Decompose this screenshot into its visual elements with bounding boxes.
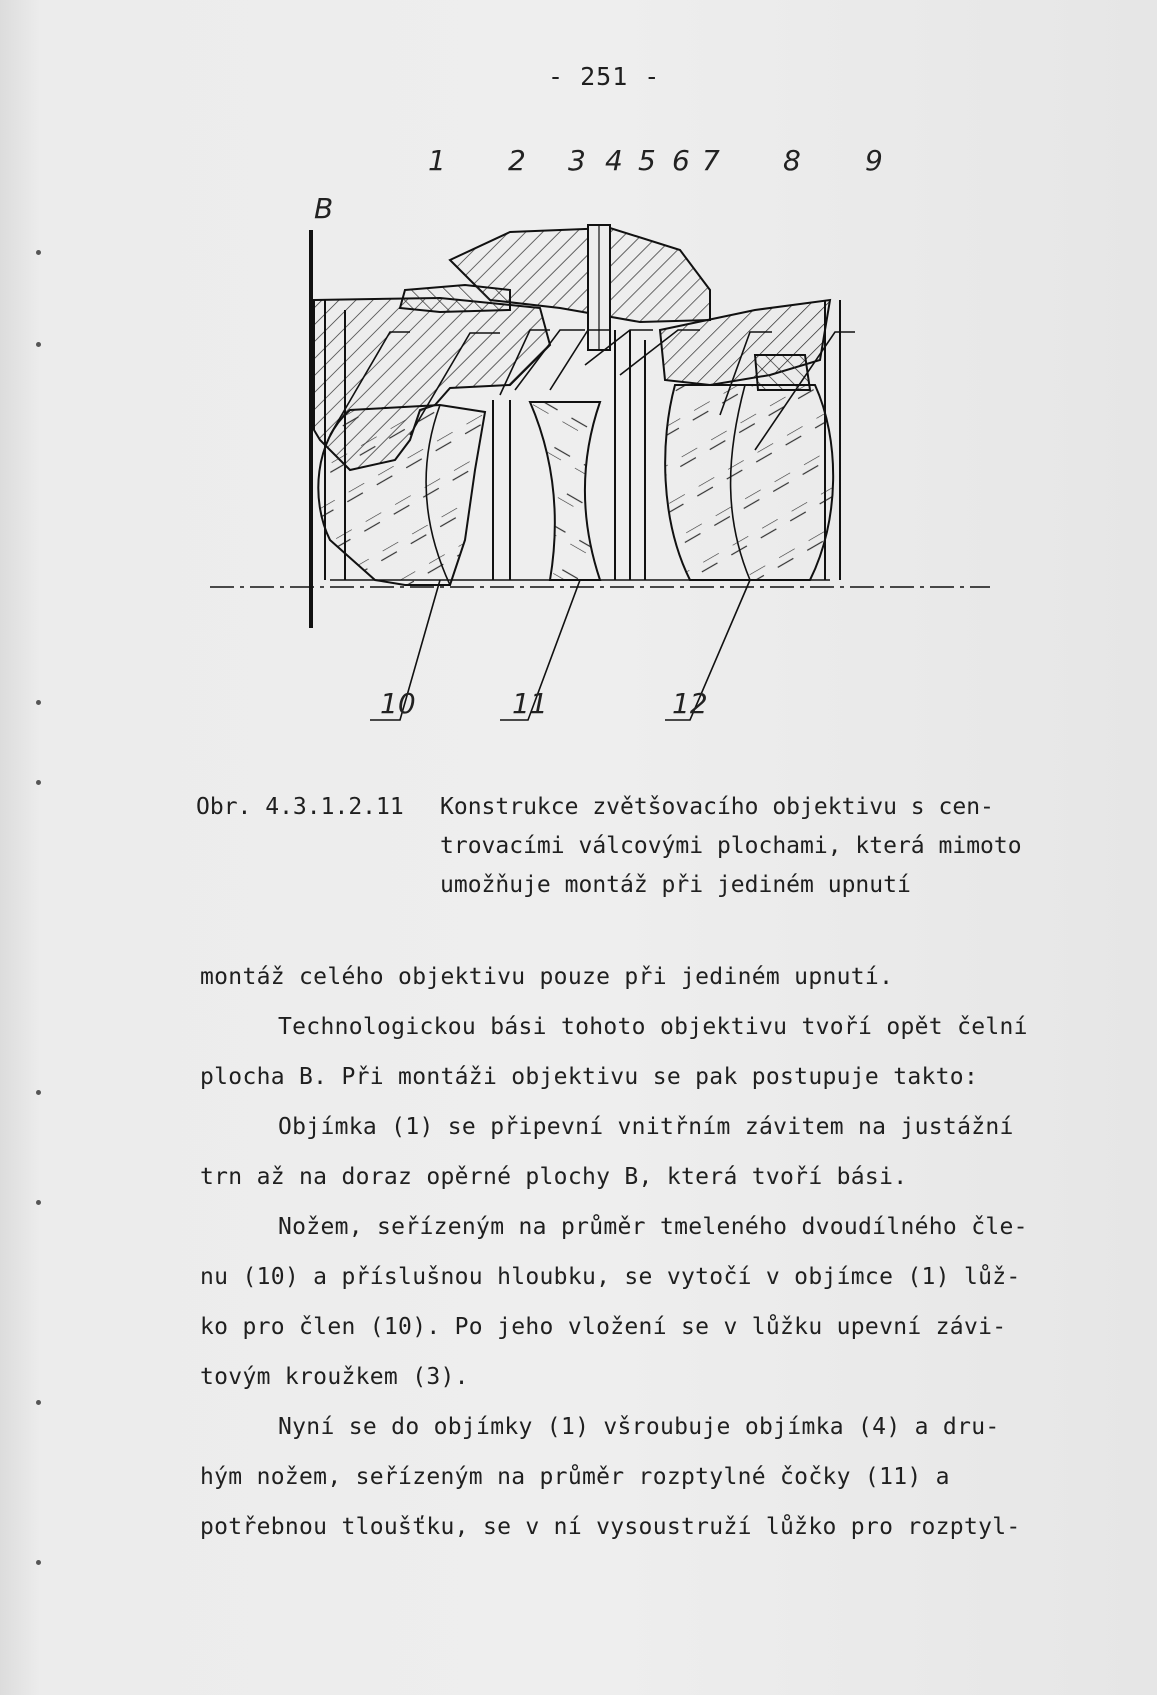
binding-hole bbox=[36, 1560, 41, 1565]
part-label-2: 2 bbox=[508, 144, 526, 177]
technical-drawing bbox=[210, 140, 1000, 740]
lens-element-11 bbox=[530, 402, 600, 580]
text-line: Nožem, seřízeným na průměr tmeleného dvoudílného čle- bbox=[278, 1214, 1028, 1240]
caption-text bbox=[440, 788, 1080, 905]
page-number: - 251 - bbox=[548, 62, 661, 91]
text-line: hým nožem, seřízeným na průměr rozptylné čočky (11) a bbox=[200, 1464, 950, 1490]
text-line: trn až na doraz opěrné plochy B, která tvoří bási. bbox=[200, 1164, 908, 1190]
text-line: tovým kroužkem (3). bbox=[200, 1364, 469, 1390]
body-text bbox=[200, 952, 1090, 1552]
text-line: Nyní se do objímky (1) všroubuje objímka (4) a dru- bbox=[278, 1414, 1000, 1440]
lens-element-10 bbox=[318, 405, 485, 585]
binding-hole bbox=[36, 1400, 41, 1405]
binding-hole bbox=[36, 1090, 41, 1095]
lens-element-12 bbox=[665, 385, 833, 580]
text-line: plocha B. Při montáži objektivu se pak postupuje takto: bbox=[200, 1064, 979, 1090]
text-line: Objímka (1) se připevní vnitřním závitem na justážní bbox=[278, 1114, 1014, 1140]
part-label-11: 11 bbox=[512, 687, 548, 720]
binding-hole bbox=[36, 780, 41, 785]
mount-part-2 bbox=[400, 285, 510, 312]
part-label-8: 8 bbox=[783, 144, 801, 177]
caption-label: Obr. 4.3.1.2.11 bbox=[196, 794, 404, 820]
text-line: nu (10) a příslušnou hloubku, se vytočí v objímce (1) lůž- bbox=[200, 1264, 1021, 1290]
binding-hole bbox=[36, 342, 41, 347]
text-line: Technologickou bási tohoto objektivu tvoří opět čelní bbox=[278, 1014, 1028, 1040]
part-label-7: 7 bbox=[702, 144, 720, 177]
part-label-6: 6 bbox=[672, 144, 690, 177]
caption-line: umožňuje montáž při jediném upnutí bbox=[440, 872, 911, 898]
part-label-9: 9 bbox=[865, 144, 883, 177]
part-label-4: 4 bbox=[605, 144, 623, 177]
part-label-1: 1 bbox=[428, 144, 446, 177]
binding-hole bbox=[36, 1200, 41, 1205]
binding-hole bbox=[36, 700, 41, 705]
part-label-3: 3 bbox=[568, 144, 586, 177]
part-label-5: 5 bbox=[638, 144, 656, 177]
caption-line: trovacími válcovými plochami, která mimoto bbox=[440, 833, 1022, 859]
binding-hole bbox=[36, 250, 41, 255]
text-line: montáž celého objektivu pouze při jediném upnutí. bbox=[200, 964, 894, 990]
part-label-10: 10 bbox=[380, 687, 416, 720]
text-line: ko pro člen (10). Po jeho vložení se v lůžku upevní závi- bbox=[200, 1314, 1007, 1340]
lens-assembly-drawing bbox=[210, 140, 1000, 740]
label-B: B bbox=[314, 192, 334, 225]
caption-line: Konstrukce zvětšovacího objektivu s cen- bbox=[440, 794, 994, 820]
part-label-12: 12 bbox=[672, 687, 708, 720]
text-line: potřebnou tloušťku, se v ní vysoustruží lůžko pro rozptyl- bbox=[200, 1514, 1021, 1540]
